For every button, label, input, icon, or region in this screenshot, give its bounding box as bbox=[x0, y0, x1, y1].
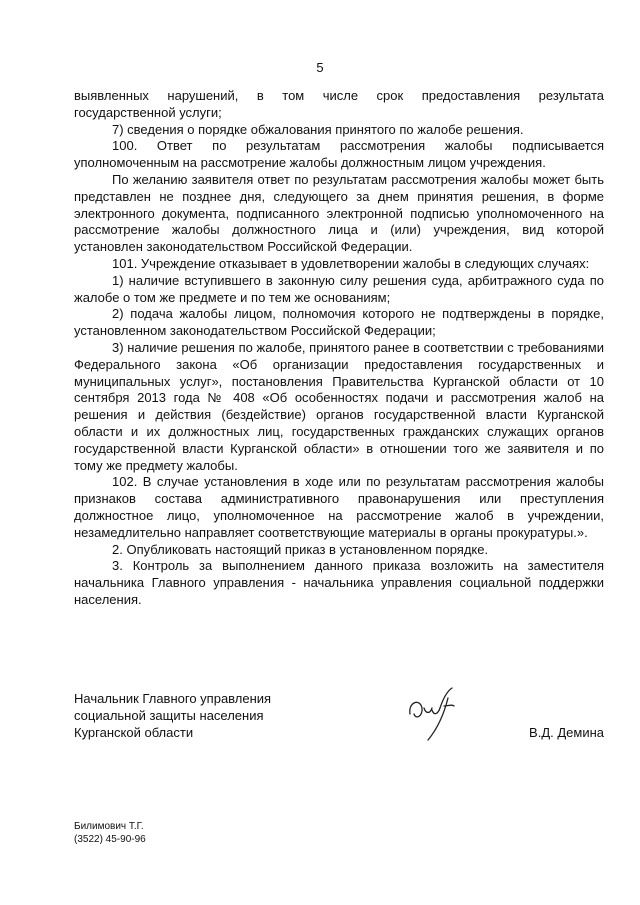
signatory-title: Начальник Главного управления социальной защиты населения Курганской области bbox=[74, 691, 272, 740]
paragraph: 101. Учреждение отказывает в удовлетворении жалобы в следующих случаях: bbox=[112, 255, 590, 271]
page-number: 5 bbox=[316, 60, 324, 75]
paragraph: 2. Опубликовать настоящий приказ в установленном порядке. bbox=[112, 541, 489, 557]
executor-info bbox=[74, 820, 146, 846]
paragraph: 102. В случае установления в ходе или по результатам рассмотрения жалобы признаков состава административного правонарушения или преступления должностное лицо, уполномоченное на рассмотрение жалоб в учреждении, незамедлительно направляет соответствующие материалы в органы прокуратуры.». bbox=[74, 474, 604, 540]
paragraph: 2) подача жалобы лицом, полномочия которого не подтверждены в порядке, установленном законодательством Российской Федерации; bbox=[74, 306, 604, 339]
paragraph: 3. Контроль за выполнением данного приказа возложить на заместителя начальника Главного управления - начальника управления социальной поддержки населения. bbox=[74, 558, 604, 607]
handwritten-signature bbox=[404, 684, 464, 746]
paragraph: 3) наличие решения по жалобе, принятого ранее в соответствии с требованиями Федерального закона «Об организации предоставления государственных и муниципальных услуг», постановления Правительства Курганской области от 10 сентября 2013 года № 408 «Об особенностях подачи и рассмотрения жалоб на решения и действия (бездействие) органов государственной власти Курганской области и их должностных лиц, государственных гражданских служащих органов государственной власти Курганской области» в отношении того же заявителя и по тому же предмету жалобы. bbox=[74, 339, 604, 473]
executor-name: Билимович Т.Г. bbox=[74, 821, 144, 832]
paragraph: По желанию заявителя ответ по результатам рассмотрения жалобы может быть представлен не позднее дня, следующего за днем принятия решения, в форме электронного документа, подписанного электронной подписью уполномоченного на рассмотрение жалобы должностного лица и (или) учреждения, вид которой установлен законодательством Российской Федерации. bbox=[74, 171, 604, 255]
document-body bbox=[74, 88, 604, 609]
paragraph: 100. Ответ по результатам рассмотрения жалобы подписывается уполномоченным на рассмотрение жалобы должностным лицом учреждения. bbox=[74, 138, 604, 171]
paragraph: выявленных нарушений, в том числе срок предоставления результата государственной услуги; bbox=[74, 88, 604, 120]
signature-block bbox=[74, 690, 604, 750]
signatory-name: В.Д. Демина bbox=[529, 725, 604, 740]
paragraph: 1) наличие вступившего в законную силу решения суда, арбитражного суда по жалобе о том же предмете и по тем же основаниям; bbox=[74, 272, 604, 305]
paragraph: 7) сведения о порядке обжалования принятого по жалобе решения. bbox=[112, 121, 524, 137]
executor-phone: (3522) 45-90-96 bbox=[74, 834, 146, 845]
